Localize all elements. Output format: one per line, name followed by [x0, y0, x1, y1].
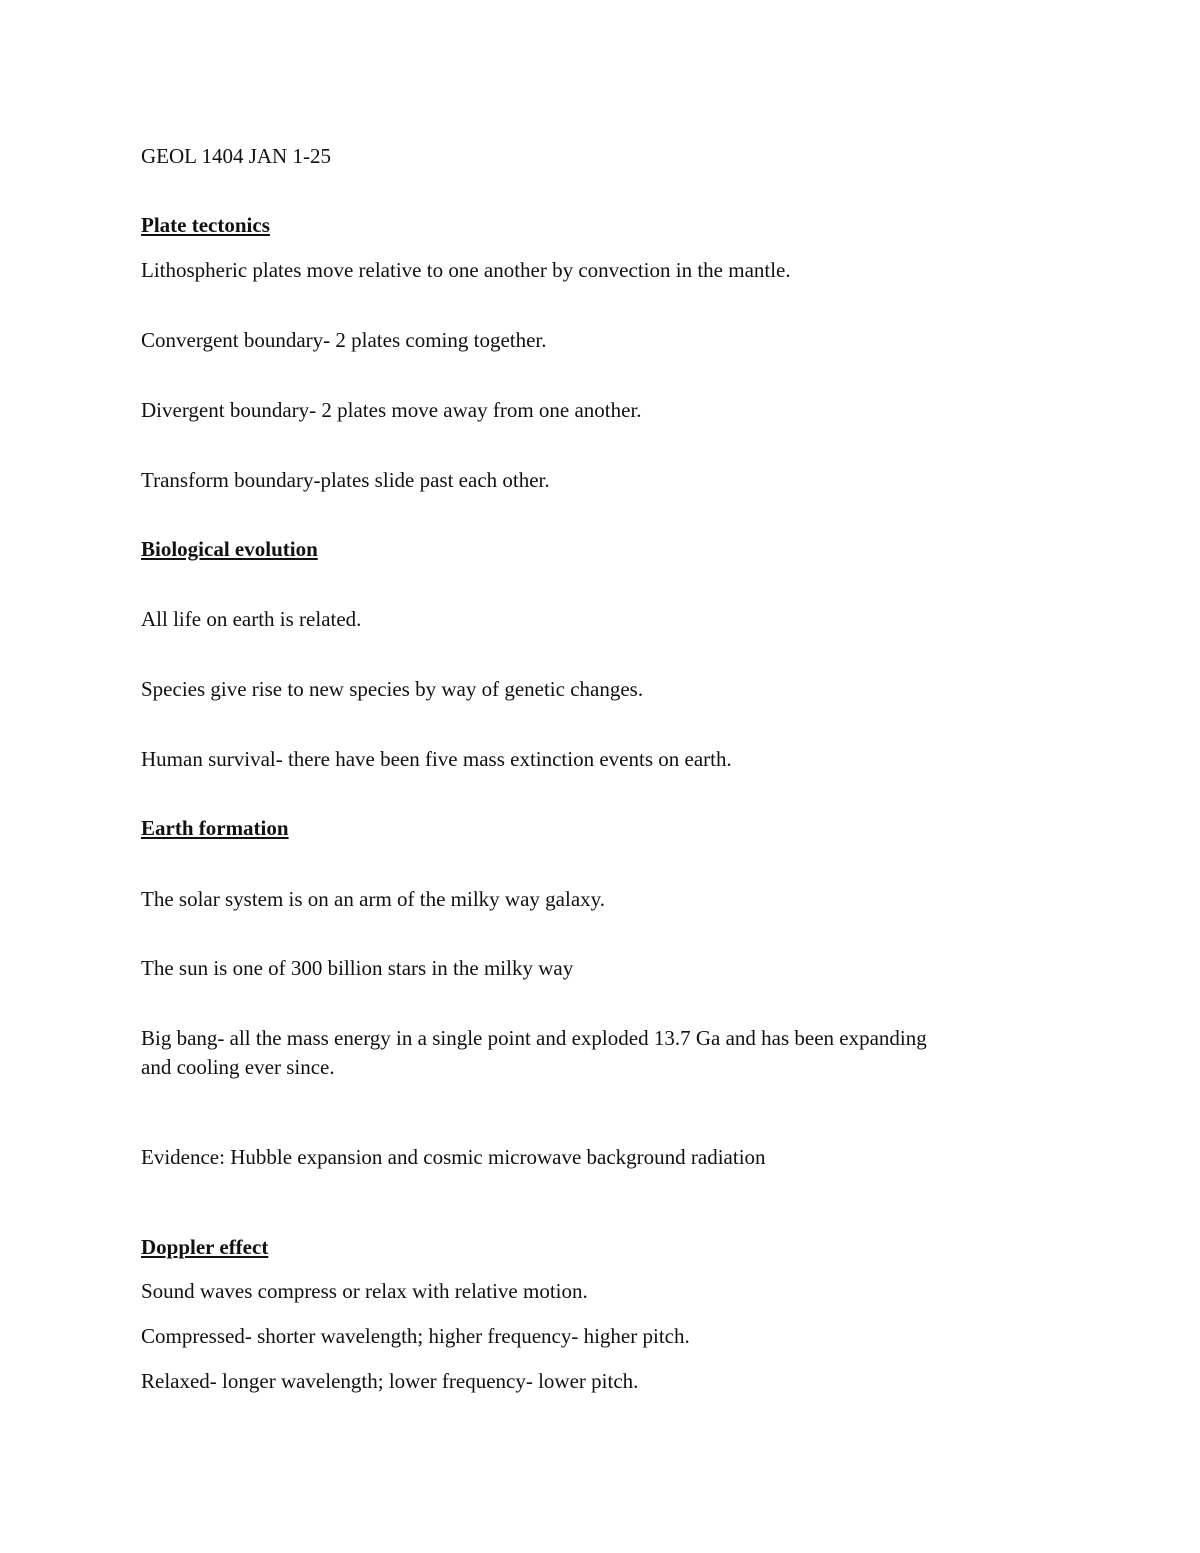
- paragraph: Compressed- shorter wavelength; higher frequency- higher pitch.: [141, 1324, 690, 1348]
- paragraph: Sound waves compress or relax with relative motion.: [141, 1279, 588, 1303]
- paragraph: Big bang- all the mass energy in a single point and exploded 13.7 Ga and has been expanding: [141, 1026, 927, 1050]
- paragraph: The sun is one of 300 billion stars in the milky way: [141, 956, 574, 980]
- paragraph: All life on earth is related.: [141, 607, 362, 631]
- paragraph: Transform boundary-plates slide past each other.: [141, 468, 550, 492]
- section-heading-plate-tectonics: Plate tectonics: [141, 213, 270, 237]
- section-heading-biological-evolution: Biological evolution: [141, 537, 318, 561]
- paragraph: Divergent boundary- 2 plates move away from one another.: [141, 398, 642, 422]
- paragraph: Evidence: Hubble expansion and cosmic microwave background radiation: [141, 1145, 766, 1169]
- course-title: GEOL 1404 JAN 1-25: [141, 144, 331, 168]
- paragraph: Lithospheric plates move relative to one another by convection in the mantle.: [141, 258, 791, 282]
- paragraph: Convergent boundary- 2 plates coming together.: [141, 328, 547, 352]
- paragraph: Relaxed- longer wavelength; lower frequency- lower pitch.: [141, 1369, 639, 1393]
- paragraph: and cooling ever since.: [141, 1055, 335, 1079]
- section-heading-earth-formation: Earth formation: [141, 816, 289, 840]
- paragraph: Species give rise to new species by way of genetic changes.: [141, 677, 644, 701]
- paragraph: Human survival- there have been five mass extinction events on earth.: [141, 747, 732, 771]
- section-heading-doppler-effect: Doppler effect: [141, 1235, 269, 1259]
- paragraph: The solar system is on an arm of the milky way galaxy.: [141, 887, 606, 911]
